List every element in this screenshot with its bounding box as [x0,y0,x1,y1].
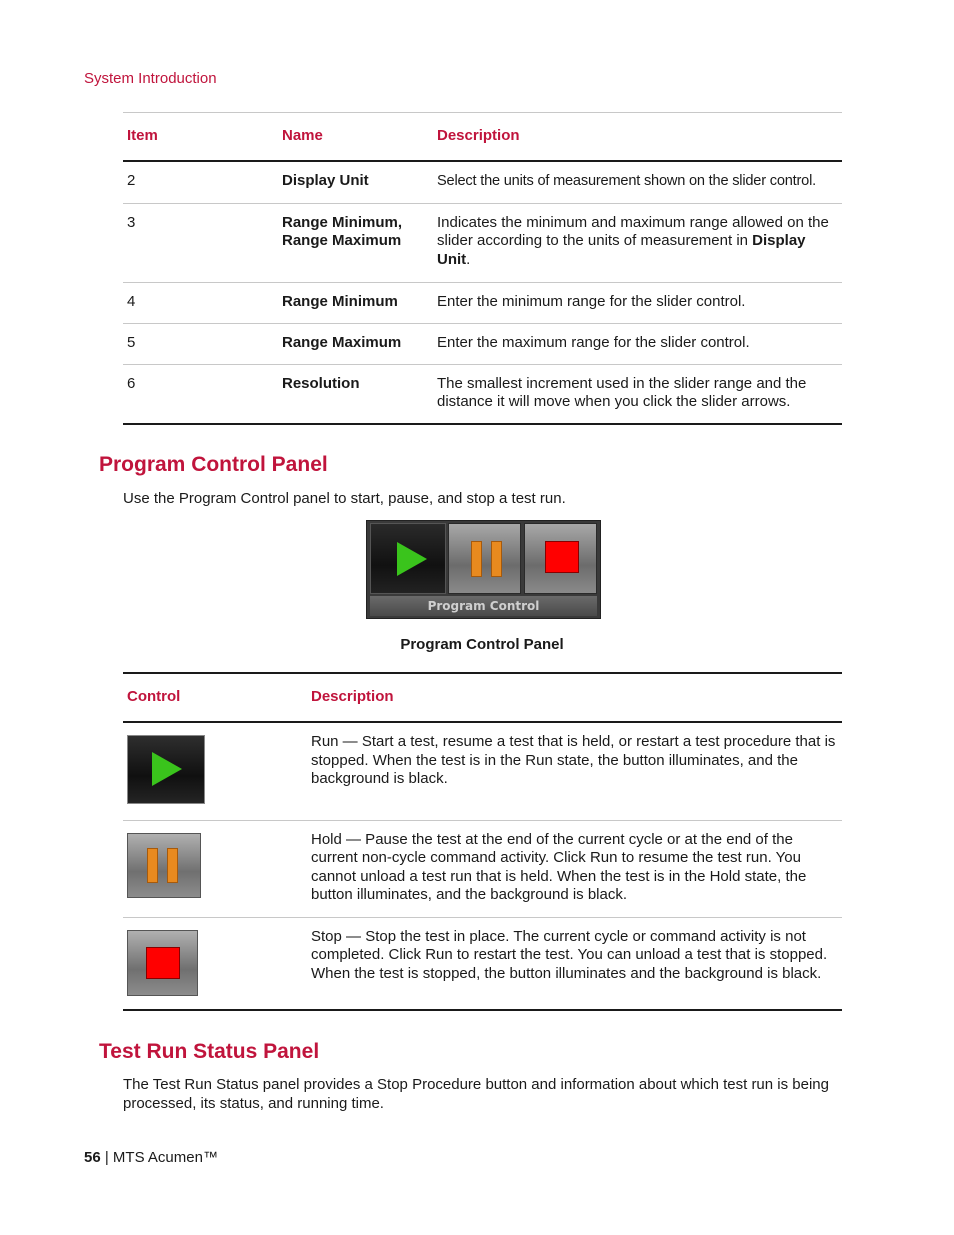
parameters-table [123,112,842,425]
name-cell: Range Minimum [282,292,398,310]
column-header-name: Name [282,127,323,145]
table-row [123,364,842,424]
footer-separator: | [100,1149,113,1166]
table-row [123,323,842,364]
control-icon-cell [123,722,307,820]
name-cell: Range Maximum [282,333,402,351]
item-cell: 3 [127,213,136,231]
table-row [123,282,842,323]
description-text-end: . [466,250,471,268]
program-control-panel-image [366,520,601,619]
description-cell: Enter the minimum range for the slider control. [437,292,746,310]
panel-label: Program Control [370,596,597,616]
hold-icon [127,833,201,898]
footer-title: MTS Acumen™ [112,1149,218,1166]
page-number: 56 [84,1149,101,1166]
table-row [123,161,842,203]
test-run-status-intro: The Test Run Status panel provides a Stop Procedure button and information about which test run is being processed, its status, and running time. [123,1076,829,1112]
table-row [123,820,842,917]
description-cell: Select the units of measurement shown on the slider control. [437,173,816,189]
table-header-row [123,673,842,722]
description-cell: Enter the maximum range for the slider control. [437,333,750,351]
column-header-control: Control [127,688,181,706]
item-cell: 2 [127,172,136,189]
page-footer [84,1149,218,1166]
test-run-status-heading: Test Run Status Panel [99,1040,320,1063]
table-row [123,722,842,820]
description-cell: Stop — Stop the test in place. The current cycle or command activity is not completed. Click Run to restart the test. You can unload a test that is stopped. When the test is stopped, the button illuminates and the background is black. [311,927,828,982]
name-cell: Range Minimum, Range Maximum [282,213,403,249]
description-cell: The smallest increment used in the slider range and the distance it will move when you click the slider arrows. [437,374,807,410]
play-icon [397,542,427,576]
table-row [123,917,842,1010]
column-header-description: Description [437,127,520,145]
stop-icon [127,930,198,996]
column-header-item: Item [127,127,158,145]
controls-table [123,672,842,1011]
run-button [370,523,446,594]
running-head: System Introduction [84,70,217,87]
description-text: Indicates the minimum and maximum range allowed on the slider according to the units of measurement in [437,213,829,249]
control-icon-cell [123,917,307,1010]
table-row [123,203,842,282]
name-cell: Resolution [282,374,360,392]
name-cell: Display Unit [282,172,369,189]
program-control-heading: Program Control Panel [99,453,328,476]
control-icon-cell [123,820,307,917]
item-cell: 5 [127,333,136,351]
pause-icon [471,541,502,577]
description-cell: Hold — Pause the test at the end of the current cycle or at the end of the current non-cycle command activity. Click Run to resume the test run. You cannot unload a test run that is held. When the test is in the Hold state, the button illuminates, and the background is black. [311,830,807,903]
description-cell [433,203,842,282]
figure-caption: Program Control Panel [400,636,564,653]
item-cell: 6 [127,374,136,392]
column-header-description: Description [311,688,394,706]
stop-button [524,523,597,594]
table-header-row [123,113,842,162]
item-cell: 4 [127,292,136,310]
stop-square-icon [545,541,579,573]
hold-button [448,523,521,594]
program-control-intro: Use the Program Control panel to start, pause, and stop a test run. [123,490,566,507]
description-bold-term: Display Unit [437,232,806,268]
description-cell: Run — Start a test, resume a test that is held, or restart a test procedure that is stopped. When the test is in the Run state, the button illuminates, and the background is black. [311,733,836,787]
run-icon [127,735,205,804]
